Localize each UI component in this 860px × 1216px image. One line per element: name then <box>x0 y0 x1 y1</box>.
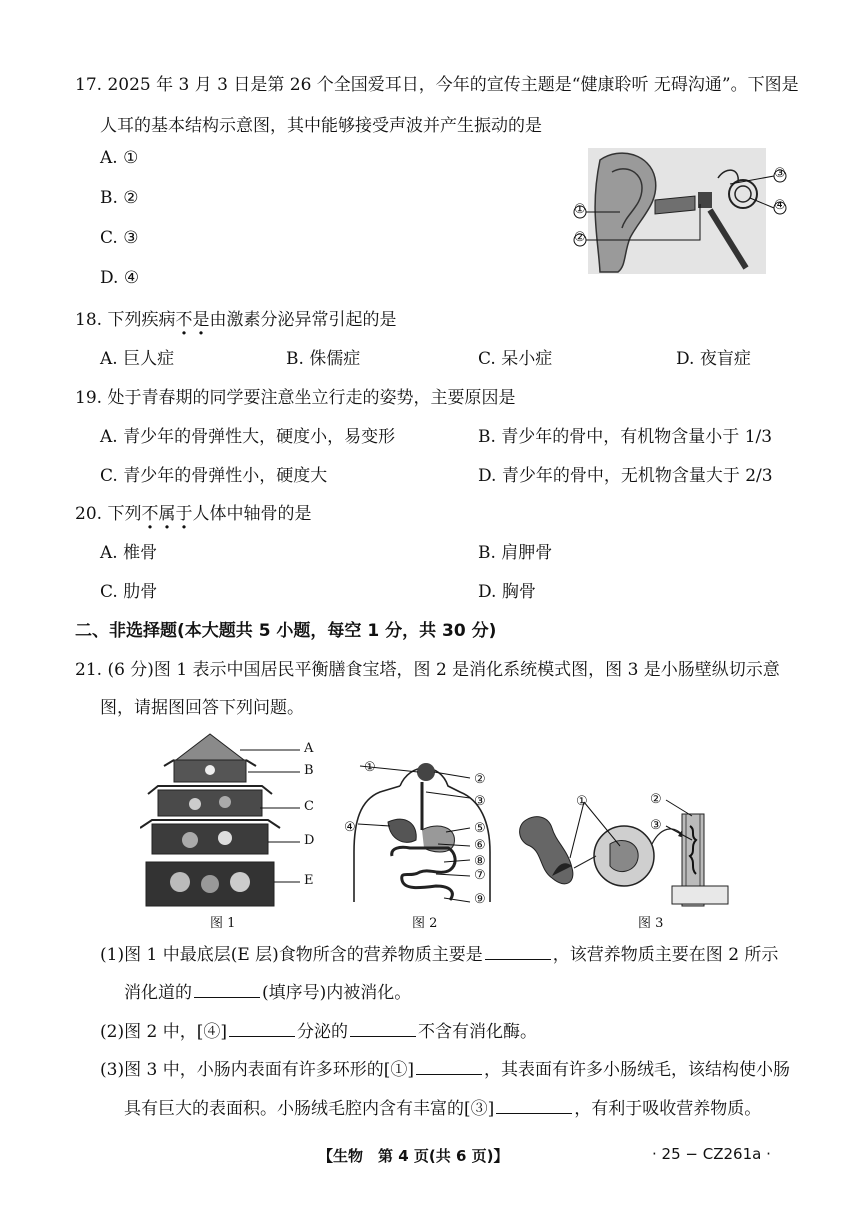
q21-stem-line2: 图，请据图回答下列问题。 <box>100 698 304 718</box>
q21-part2-text: 分泌的 <box>296 1022 348 1042</box>
q19-option-a: A. 青少年的骨弹性大，硬度小，易变形 <box>100 427 396 447</box>
answer-blank[interactable] <box>416 1056 482 1075</box>
digestive-label-9: ⑨ <box>474 892 486 907</box>
digestive-label-1: ① <box>364 760 376 775</box>
q20-stem-rest: 人体中轴骨的是 <box>192 504 312 524</box>
page-footer-code: · 25 − CZ261a · <box>652 1145 771 1163</box>
q17-option-b: B. ② <box>100 188 139 208</box>
q21-part1-line2 <box>124 978 411 1003</box>
digestive-label-4: ④ <box>344 820 356 835</box>
pagoda-label-d: D <box>304 833 315 848</box>
fig3-caption: 图 3 <box>638 916 664 931</box>
digestive-label-2: ② <box>474 772 486 787</box>
digestive-label-6: ⑥ <box>474 838 486 853</box>
q21-part3-text: 具有巨大的表面积。小肠绒毛腔内含有丰富的[③] <box>124 1099 495 1119</box>
fig2-caption: 图 2 <box>412 916 438 931</box>
q18-option-a: A. 巨人症 <box>100 349 175 369</box>
q21-part2 <box>100 1017 537 1042</box>
q21-part3-text: ，其表面有许多小肠绒毛，该结构使小肠 <box>483 1060 790 1080</box>
q21-part1-text: (1)图 1 中最底层(E 层)食物所含的营养物质主要是 <box>100 945 483 965</box>
q18-stem <box>75 305 396 330</box>
q17-stem-line1: 17. 2025 年 3 月 3 日是第 26 个全国爱耳日，今年的宣传主题是“健康聆听 无碍沟通”。下图是 <box>75 75 799 95</box>
q21-part2-text: 不含有消化酶。 <box>417 1022 537 1042</box>
q20-option-a: A. 椎骨 <box>100 543 158 563</box>
intestine-label-3: ③ <box>650 818 662 833</box>
q18-option-b: B. 侏儒症 <box>286 349 361 369</box>
answer-blank[interactable] <box>194 979 260 998</box>
q17-stem-line2: 人耳的基本结构示意图，其中能够接受声波并产生振动的是 <box>100 116 542 136</box>
answer-blank[interactable] <box>485 941 551 960</box>
q18-emph-char: 不 <box>175 310 193 330</box>
q17-option-d: D. ④ <box>100 268 140 288</box>
q18-emph-char: 是 <box>192 310 210 330</box>
q21-part1-text: ，该营养物质主要在图 2 所示 <box>552 945 779 965</box>
pagoda-label-a: A <box>304 741 314 756</box>
intestine-label-1: ① <box>576 794 588 809</box>
ear-label-3: ③ <box>774 166 786 181</box>
ear-structure-figure <box>560 148 800 274</box>
q21-part2-text: (2)图 2 中，[④] <box>100 1022 227 1042</box>
digestive-label-3: ③ <box>474 794 486 809</box>
answer-blank[interactable] <box>496 1095 572 1114</box>
page-footer-center: 【生物 第 4 页(共 6 页)】 <box>318 1147 509 1165</box>
digestive-label-5: ⑤ <box>474 821 486 836</box>
section-2-heading: 二、非选择题(本大题共 5 小题，每空 1 分，共 30 分) <box>75 621 497 641</box>
q18-stem-rest: 由激素分泌异常引起的是 <box>209 310 397 330</box>
q21-part3-text: ，有利于吸收营养物质。 <box>574 1099 762 1119</box>
q20-stem <box>75 499 311 524</box>
ear-label-2: ② <box>574 230 586 245</box>
q21-stem-line1: 21. (6 分)图 1 表示中国居民平衡膳食宝塔，图 2 是消化系统模式图，图 3 是小肠壁纵切示意 <box>75 660 780 680</box>
q18-stem-lead: 18. 下列疾病 <box>75 310 176 330</box>
food-pagoda-figure <box>140 732 320 910</box>
q19-option-b: B. 青少年的骨中，有机物含量小于 1/3 <box>478 427 773 447</box>
pagoda-label-b: B <box>304 763 314 778</box>
q17-option-c: C. ③ <box>100 228 139 248</box>
q19-option-c: C. 青少年的骨弹性小，硬度大 <box>100 466 328 486</box>
q21-part3-text: (3)图 3 中，小肠内表面有许多环形的[①] <box>100 1060 414 1080</box>
fig1-caption: 图 1 <box>210 916 236 931</box>
q20-stem-lead: 20. 下列 <box>75 504 142 524</box>
q20-emph-char: 于 <box>175 504 193 524</box>
q18-option-c: C. 呆小症 <box>478 349 553 369</box>
q18-option-d: D. 夜盲症 <box>676 349 751 369</box>
q21-part3-line1 <box>100 1055 790 1080</box>
q21-part1-line1 <box>100 940 778 965</box>
q19-stem: 19. 处于青春期的同学要注意坐立行走的姿势，主要原因是 <box>75 388 516 408</box>
digestive-label-8: ⑧ <box>474 854 486 869</box>
digestive-label-7: ⑦ <box>474 868 486 883</box>
q20-emph-char: 不 <box>141 504 159 524</box>
pagoda-label-c: C <box>304 799 314 814</box>
q20-emph-char: 属 <box>158 504 176 524</box>
q21-part3-line2 <box>124 1094 761 1119</box>
ear-label-4: ④ <box>774 198 786 213</box>
q20-option-c: C. 肋骨 <box>100 582 158 602</box>
q20-option-b: B. 肩胛骨 <box>478 543 553 563</box>
intestine-label-2: ② <box>650 792 662 807</box>
q20-option-d: D. 胸骨 <box>478 582 536 602</box>
ear-label-1: ① <box>574 202 586 217</box>
q17-option-a: A. ① <box>100 148 139 168</box>
answer-blank[interactable] <box>350 1018 416 1037</box>
small-intestine-figure <box>512 786 742 908</box>
q19-option-d: D. 青少年的骨中，无机物含量大于 2/3 <box>478 466 773 486</box>
pagoda-label-e: E <box>304 873 314 888</box>
answer-blank[interactable] <box>229 1018 295 1037</box>
q21-part1-text: (填序号)内被消化。 <box>262 983 412 1003</box>
q21-part1-text: 消化道的 <box>124 983 192 1003</box>
